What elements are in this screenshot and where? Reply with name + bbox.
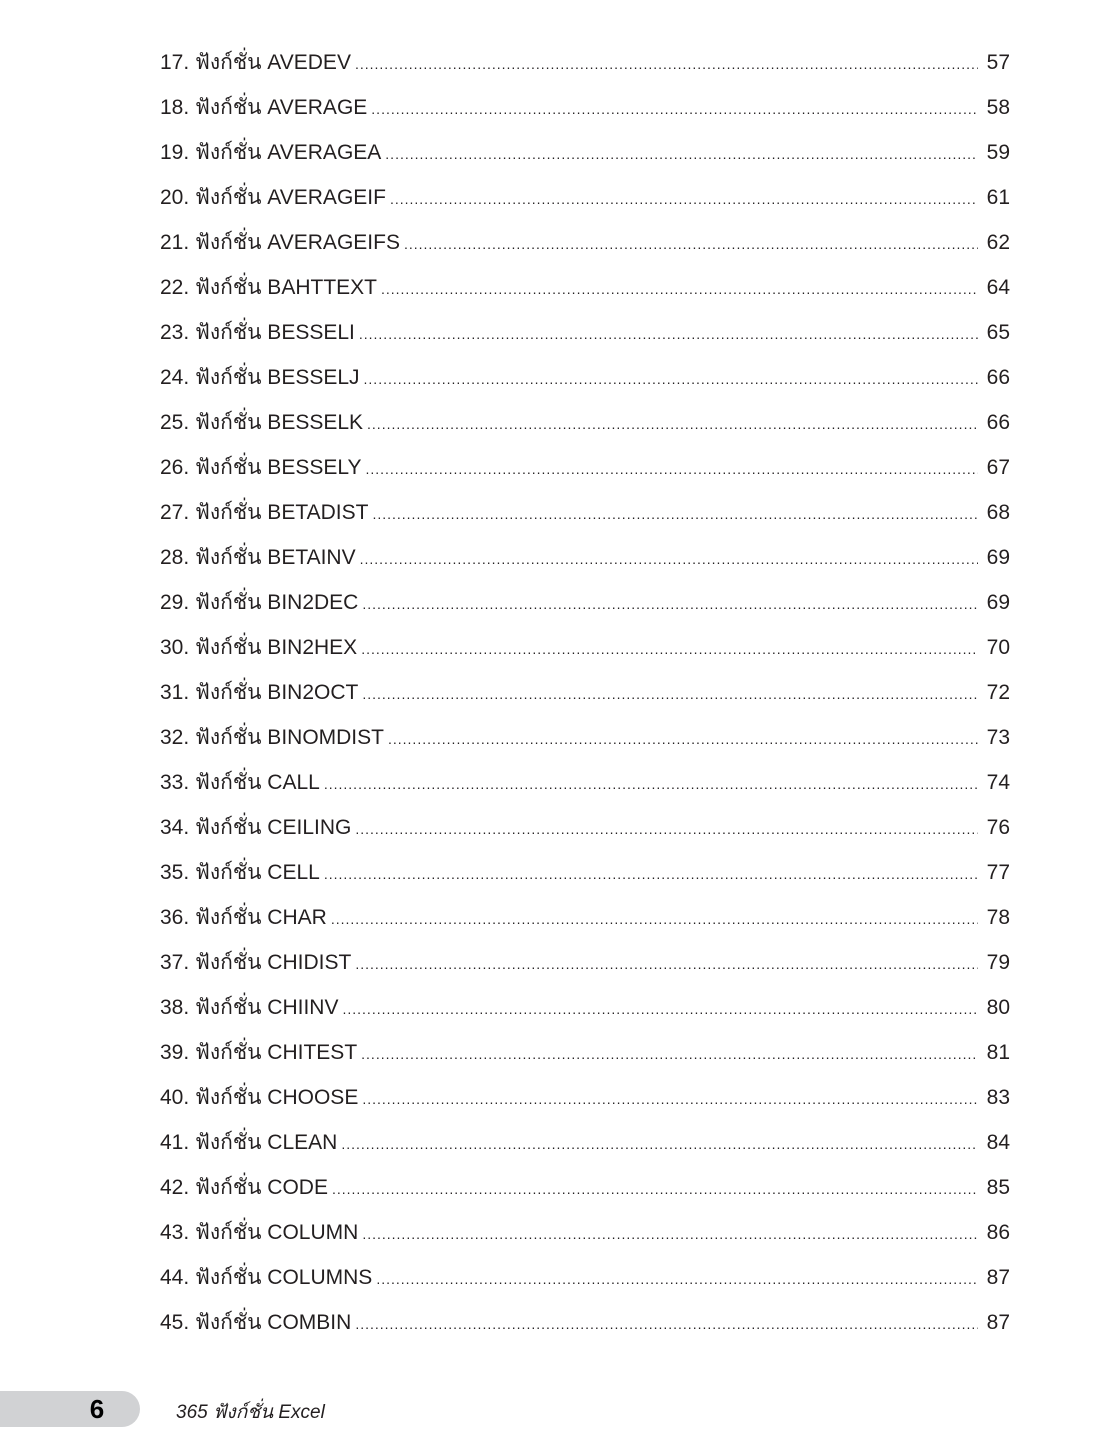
toc-entry-title: 43. ฟังก์ชั่น COLUMN xyxy=(160,1221,359,1244)
toc-dot-leader xyxy=(365,447,978,492)
toc-entry xyxy=(160,1165,1010,1210)
toc-entry-page-number: 64 xyxy=(986,276,1010,299)
toc-entry xyxy=(160,535,1010,580)
toc-entry-title: 41. ฟังก์ชั่น CLEAN xyxy=(160,1131,338,1154)
toc-dot-leader xyxy=(371,87,978,132)
toc-entry-page-number: 81 xyxy=(986,1041,1010,1064)
toc-entry-page-number: 84 xyxy=(986,1131,1010,1154)
toc-entry-page-number: 58 xyxy=(986,96,1010,119)
toc-entry xyxy=(160,760,1010,805)
toc-entry-title: 28. ฟังก์ชั่น BETAINV xyxy=(160,546,356,569)
toc-dot-leader xyxy=(359,312,978,357)
toc-entry-title: 20. ฟังก์ชั่น AVERAGEIF xyxy=(160,186,386,209)
toc-entry-title: 17. ฟังก์ชั่น AVEDEV xyxy=(160,51,351,74)
toc-entry-title: 45. ฟังก์ชั่น COMBIN xyxy=(160,1311,352,1334)
toc-entry-page-number: 69 xyxy=(986,591,1010,614)
toc-entry-title: 31. ฟังก์ชั่น BIN2OCT xyxy=(160,681,359,704)
toc-dot-leader xyxy=(324,852,978,897)
toc-entry xyxy=(160,940,1010,985)
toc-dot-leader xyxy=(372,492,978,537)
toc-entry-title: 37. ฟังก์ชั่น CHIDIST xyxy=(160,951,352,974)
toc-entry xyxy=(160,895,1010,940)
toc-entry xyxy=(160,355,1010,400)
toc-entry xyxy=(160,850,1010,895)
toc-entry-page-number: 86 xyxy=(986,1221,1010,1244)
toc-entry-page-number: 77 xyxy=(986,861,1010,884)
toc-dot-leader xyxy=(361,627,978,672)
toc-entry-page-number: 83 xyxy=(986,1086,1010,1109)
toc-entry-title: 29. ฟังก์ชั่น BIN2DEC xyxy=(160,591,359,614)
toc-entry-page-number: 66 xyxy=(986,411,1010,434)
toc-entry xyxy=(160,985,1010,1030)
footer-page-number: 6 xyxy=(89,1394,105,1424)
toc-entry xyxy=(160,580,1010,625)
toc-entry-title: 19. ฟังก์ชั่น AVERAGEA xyxy=(160,141,382,164)
toc-dot-leader xyxy=(404,222,978,267)
toc-dot-leader xyxy=(390,177,978,222)
toc-entry xyxy=(160,400,1010,445)
toc-entry xyxy=(160,1300,1010,1345)
toc-entry xyxy=(160,625,1010,670)
toc-dot-leader xyxy=(362,672,978,717)
toc-entry-page-number: 61 xyxy=(986,186,1010,209)
toc-entry-title: 40. ฟังก์ชั่น CHOOSE xyxy=(160,1086,359,1109)
table-of-contents xyxy=(160,40,1010,1345)
toc-entry-page-number: 72 xyxy=(986,681,1010,704)
toc-dot-leader xyxy=(381,267,978,312)
toc-entry-title: 42. ฟังก์ชั่น CODE xyxy=(160,1176,328,1199)
toc-dot-leader xyxy=(367,402,978,447)
toc-dot-leader xyxy=(331,897,978,942)
toc-entry xyxy=(160,1255,1010,1300)
toc-entry xyxy=(160,1210,1010,1255)
toc-entry-title: 32. ฟังก์ชั่น BINOMDIST xyxy=(160,726,384,749)
toc-entry-page-number: 59 xyxy=(986,141,1010,164)
toc-entry-title: 26. ฟังก์ชั่น BESSELY xyxy=(160,456,362,479)
toc-entry-page-number: 65 xyxy=(986,321,1010,344)
toc-entry-page-number: 57 xyxy=(986,51,1010,74)
toc-entry-title: 21. ฟังก์ชั่น AVERAGEIFS xyxy=(160,231,400,254)
toc-entry-title: 22. ฟังก์ชั่น BAHTTEXT xyxy=(160,276,377,299)
toc-entry xyxy=(160,130,1010,175)
footer-book-title: 365 ฟังก์ชั่น Excel xyxy=(176,1402,325,1423)
toc-entry-page-number: 67 xyxy=(986,456,1010,479)
toc-dot-leader xyxy=(376,1257,978,1302)
toc-entry-title: 34. ฟังก์ชั่น CEILING xyxy=(160,816,352,839)
toc-entry-page-number: 79 xyxy=(986,951,1010,974)
toc-entry-title: 39. ฟังก์ชั่น CHITEST xyxy=(160,1041,358,1064)
toc-entry-page-number: 85 xyxy=(986,1176,1010,1199)
toc-dot-leader xyxy=(355,42,978,87)
toc-entry-page-number: 74 xyxy=(986,771,1010,794)
toc-dot-leader xyxy=(324,762,978,807)
toc-dot-leader xyxy=(355,942,978,987)
toc-entry-title: 38. ฟังก์ชั่น CHIINV xyxy=(160,996,339,1019)
toc-entry-page-number: 70 xyxy=(986,636,1010,659)
toc-entry-page-number: 87 xyxy=(986,1311,1010,1334)
toc-entry xyxy=(160,1075,1010,1120)
toc-dot-leader xyxy=(355,807,978,852)
toc-dot-leader xyxy=(364,357,978,402)
toc-entry-title: 23. ฟังก์ชั่น BESSELI xyxy=(160,321,355,344)
toc-entry xyxy=(160,85,1010,130)
toc-dot-leader xyxy=(385,132,978,177)
toc-dot-leader xyxy=(342,987,978,1032)
toc-entry-title: 44. ฟังก์ชั่น COLUMNS xyxy=(160,1266,373,1289)
toc-entry-title: 24. ฟังก์ชั่น BESSELJ xyxy=(160,366,360,389)
toc-entry-page-number: 87 xyxy=(986,1266,1010,1289)
toc-entry-page-number: 73 xyxy=(986,726,1010,749)
toc-entry-page-number: 69 xyxy=(986,546,1010,569)
toc-entry-page-number: 62 xyxy=(986,231,1010,254)
toc-entry-title: 33. ฟังก์ชั่น CALL xyxy=(160,771,320,794)
toc-dot-leader xyxy=(388,717,978,762)
toc-entry xyxy=(160,1120,1010,1165)
toc-entry-page-number: 68 xyxy=(986,501,1010,524)
toc-entry-title: 25. ฟังก์ชั่น BESSELK xyxy=(160,411,364,434)
toc-entry-page-number: 66 xyxy=(986,366,1010,389)
toc-dot-leader xyxy=(361,1032,978,1077)
toc-entry-page-number: 80 xyxy=(986,996,1010,1019)
toc-entry-page-number: 76 xyxy=(986,816,1010,839)
toc-dot-leader xyxy=(362,582,978,627)
toc-entry xyxy=(160,1030,1010,1075)
toc-entry-page-number: 78 xyxy=(986,906,1010,929)
toc-dot-leader xyxy=(355,1302,978,1347)
toc-dot-leader xyxy=(360,537,978,582)
toc-entry xyxy=(160,220,1010,265)
toc-entry xyxy=(160,175,1010,220)
toc-dot-leader xyxy=(362,1212,978,1257)
toc-entry-title: 18. ฟังก์ชั่น AVERAGE xyxy=(160,96,368,119)
toc-entry-title: 35. ฟังก์ชั่น CELL xyxy=(160,861,320,884)
toc-dot-leader xyxy=(362,1077,978,1122)
toc-entry xyxy=(160,490,1010,535)
toc-entry-title: 36. ฟังก์ชั่น CHAR xyxy=(160,906,327,929)
toc-entry-title: 27. ฟังก์ชั่น BETADIST xyxy=(160,501,369,524)
toc-entry xyxy=(160,40,1010,85)
toc-dot-leader xyxy=(341,1122,978,1167)
toc-entry-title: 30. ฟังก์ชั่น BIN2HEX xyxy=(160,636,358,659)
toc-entry xyxy=(160,715,1010,760)
toc-entry xyxy=(160,805,1010,850)
toc-entry xyxy=(160,670,1010,715)
toc-entry xyxy=(160,445,1010,490)
toc-entry xyxy=(160,265,1010,310)
toc-entry xyxy=(160,310,1010,355)
toc-dot-leader xyxy=(332,1167,978,1212)
